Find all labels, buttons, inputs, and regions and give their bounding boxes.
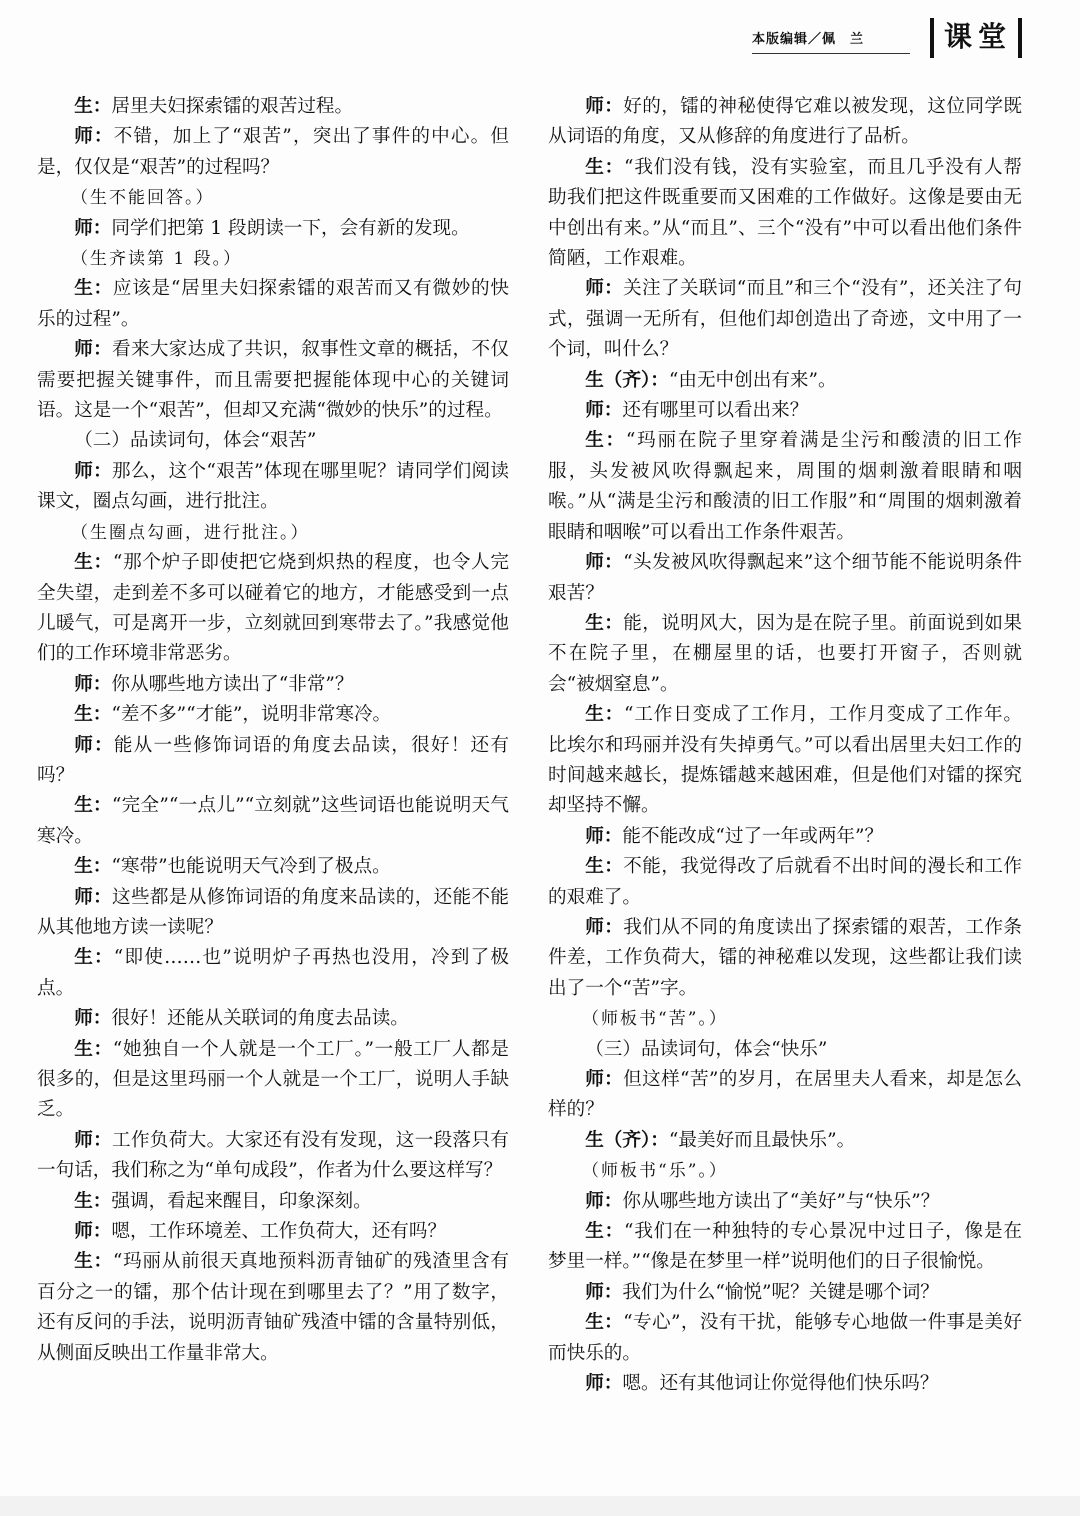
dialogue-paragraph xyxy=(548,609,1022,700)
page-header xyxy=(0,14,1080,58)
stage-note: （师板书“苦”。） xyxy=(582,1009,728,1030)
section-title: 课堂 xyxy=(930,18,1022,58)
dialogue-text: 居里夫妇探索镭的艰苦过程。 xyxy=(111,96,354,117)
dialogue-text: 能，说明风大，因为是在院子里。前面说到如果不在院子里，在棚屋里的话，也要打开窗子，否则就会“被烟窒息”。 xyxy=(548,612,1022,695)
dialogue-text: “那个炉子即使把它烧到炽热的程度，也令人完全失望，走到差不多可以碰着它的地方，才能感受到一点儿暖气，可是离开一步，立刻就回到寒带去了。”我感觉他们的工作环境非常恶劣。 xyxy=(37,552,509,665)
speaker-label: 生： xyxy=(74,1038,113,1060)
dialogue-text: 能从一些修饰词语的角度去品读，很好！还有吗？ xyxy=(37,734,509,786)
speaker-label: 师： xyxy=(585,400,623,422)
dialogue-paragraph xyxy=(37,852,509,882)
dialogue-paragraph xyxy=(548,1369,1022,1399)
speaker-label: 师： xyxy=(585,825,623,847)
speaker-label: 生： xyxy=(74,1251,113,1273)
dialogue-text: 看来大家达成了共识，叙事性文章的概括，不仅需要把握关键事件，而且需要把握能体现中心的关键词语。这是一个“艰苦”，但却又充满“微妙的快乐”的过程。 xyxy=(37,339,509,422)
speaker-label: 生： xyxy=(74,856,112,878)
speaker-label: 生： xyxy=(585,430,626,452)
speaker-label: 师： xyxy=(585,1281,623,1303)
dialogue-text: “工作日变成了工作月，工作月变成了工作年。比埃尔和玛丽并没有失掉勇气。”可以看出居里夫妇工作的时间越来越长，提炼镭越来越困难，但是他们对镭的探究却坚持不懈。 xyxy=(548,704,1022,817)
dialogue-paragraph xyxy=(548,822,1022,852)
dialogue-text: 不能，我觉得改了后就看不出时间的漫长和工作的艰难了。 xyxy=(548,856,1022,908)
dialogue-text: “寒带”也能说明天气冷到了极点。 xyxy=(111,856,391,878)
dialogue-text: 那么，这个“艰苦”体现在哪里呢？请同学们阅读课文，圈点勾画，进行批注。 xyxy=(37,460,509,513)
speaker-label: 师： xyxy=(74,1008,112,1030)
speaker-label: 师： xyxy=(74,217,112,239)
dialogue-text: “即使……也”说明炉子再热也没用，冷到了极点。 xyxy=(37,947,509,999)
speaker-label: 生： xyxy=(585,704,625,726)
dialogue-paragraph xyxy=(37,1035,509,1126)
speaker-label: 生（齐）： xyxy=(585,369,669,391)
dialogue-text: “我们没有钱，没有实验室，而且几乎没有人帮助我们把这件既重要而又困难的工作做好。这像是要由无中创出有来。”从“而且”、三个“没有”中可以看出他们条件简陋，工作艰难。 xyxy=(548,156,1022,270)
dialogue-paragraph xyxy=(37,791,509,852)
dialogue-paragraph xyxy=(548,396,1022,426)
dialogue-paragraph xyxy=(37,943,509,1004)
speaker-label: 生： xyxy=(74,96,112,117)
speaker-label: 生： xyxy=(585,612,624,634)
dialogue-paragraph xyxy=(37,335,509,426)
speaker-label: 师： xyxy=(585,1190,623,1212)
speaker-label: 生： xyxy=(585,856,624,878)
dialogue-text: 应该是“居里夫妇探索镭的艰苦而又有微妙的快乐的过程”。 xyxy=(37,278,509,330)
stage-note: （生不能回答。） xyxy=(71,188,215,209)
dialogue-paragraph xyxy=(37,214,509,244)
left-column xyxy=(37,92,509,1369)
dialogue-paragraph xyxy=(548,1187,1022,1217)
dialogue-text: “她独自一个人就是一个工厂。”一般工厂人都是很多的，但是这里玛丽一个人就是一个工厂，说明人手缺乏。 xyxy=(37,1038,509,1121)
speaker-label: 生： xyxy=(74,704,112,726)
dialogue-text: 好的，镭的神秘使得它难以被发现，这位同学既从词语的角度，又从修辞的角度进行了品析。 xyxy=(548,96,1022,148)
speaker-label: 生： xyxy=(585,1312,624,1334)
dialogue-text: “最美好而且最快乐”。 xyxy=(668,1129,856,1151)
dialogue-paragraph xyxy=(37,274,509,335)
dialogue-text: 嗯，工作环境差、工作负荷大，还有吗？ xyxy=(111,1221,447,1243)
dialogue-text: 嗯。还有其他词让你觉得他们快乐吗？ xyxy=(622,1373,939,1395)
speaker-label: 师： xyxy=(585,96,624,117)
dialogue-text: 你从哪些地方读出了“美好”与“快乐”？ xyxy=(622,1190,940,1212)
speaker-label: 师： xyxy=(74,673,112,695)
speaker-label: 师： xyxy=(585,278,624,300)
speaker-label: 师： xyxy=(74,734,114,756)
section-heading: （二）品读词句，体会“艰苦” xyxy=(74,430,317,452)
dialogue-text: 我们从不同的角度读出了探索镭的艰苦，工作条件差，工作负荷大，镭的神秘难以发现，这些都让我们读出了一个“苦”字。 xyxy=(548,916,1022,999)
dialogue-text: 同学们把第 1 段朗读一下，会有新的发现。 xyxy=(111,217,470,239)
speaker-label: 师： xyxy=(74,339,113,361)
dialogue-paragraph xyxy=(37,1126,509,1187)
dialogue-paragraph xyxy=(37,122,509,183)
dialogue-paragraph xyxy=(548,1308,1022,1369)
dialogue-text: 但这样“苦”的岁月，在居里夫人看来，却是怎么样的？ xyxy=(548,1069,1022,1121)
speaker-label: 师： xyxy=(74,1221,112,1243)
dialogue-paragraph xyxy=(548,548,1022,609)
dialogue-paragraph xyxy=(37,548,509,670)
dialogue-text: “玛丽从前很天真地预料沥青铀矿的残渣里含有百分之一的镭，那个估计现在到哪里去了？”用了数字，还有反问的手法，说明沥青铀矿残渣中镭的含量特别低，从侧面反映出工作量非常大。 xyxy=(37,1251,509,1364)
dialogue-paragraph xyxy=(37,731,509,792)
dialogue-text: “由无中创出有来”。 xyxy=(668,369,837,391)
dialogue-paragraph xyxy=(37,457,509,518)
speaker-label: 生： xyxy=(74,278,113,300)
dialogue-text: 不错，加上了“艰苦”，突出了事件的中心。但是，仅仅是“艰苦”的过程吗？ xyxy=(37,126,509,178)
speaker-label: 师： xyxy=(74,1129,113,1151)
dialogue-paragraph xyxy=(37,700,509,730)
dialogue-paragraph xyxy=(548,913,1022,1004)
dialogue-paragraph xyxy=(548,153,1022,275)
right-column xyxy=(548,92,1022,1399)
section-heading: （三）品读词句，体会“快乐” xyxy=(585,1038,828,1060)
speaker-label: 生： xyxy=(74,552,113,574)
dialogue-text: 很好！还能从关联词的角度去品读。 xyxy=(111,1008,409,1030)
dialogue-paragraph xyxy=(548,1278,1022,1308)
dialogue-paragraph xyxy=(548,700,1022,822)
speaker-label: 生： xyxy=(585,156,625,178)
dialogue-text: 关注了关联词“而且”和三个“没有”，还关注了句式，强调一无所有，但他们却创造出了奇迹，文中用了一个词，叫什么？ xyxy=(548,278,1022,361)
dialogue-paragraph xyxy=(37,670,509,700)
dialogue-paragraph xyxy=(548,1217,1022,1278)
editor-credit: 本版编辑／佩 兰 xyxy=(752,28,910,54)
dialogue-text: 工作负荷大。大家还有没有发现，这一段落只有一句话，我们称之为“单句成段”，作者为什么要这样写？ xyxy=(37,1129,509,1182)
dialogue-text: “完全”“一点儿”“立刻就”这些词语也能说明天气寒冷。 xyxy=(37,795,509,847)
dialogue-paragraph xyxy=(37,1004,509,1034)
dialogue-text: 能不能改成“过了一年或两年”？ xyxy=(622,825,884,847)
dialogue-paragraph xyxy=(548,852,1022,913)
dialogue-paragraph xyxy=(548,426,1022,548)
dialogue-paragraph xyxy=(548,366,1022,396)
stage-note: （师板书“乐”。） xyxy=(582,1161,728,1182)
speaker-label: 师： xyxy=(585,1069,624,1090)
dialogue-text: 这些都是从修饰词语的角度来品读的，还能不能从其他地方读一读呢？ xyxy=(37,886,509,938)
dialogue-text: 强调，看起来醒目，印象深刻。 xyxy=(111,1190,372,1212)
dialogue-paragraph xyxy=(548,274,1022,365)
speaker-label: 师： xyxy=(74,886,113,908)
dialogue-text: 我们为什么“愉悦”呢？关键是哪个词？ xyxy=(622,1281,939,1303)
stage-note: （生齐读第 1 段。） xyxy=(71,249,243,270)
dialogue-text: “玛丽在院子里穿着满是尘污和酸渍的旧工作服，头发被风吹得飘起来，周围的烟刺激着眼睛和咽喉。”从“满是尘污和酸渍的旧工作服”和“周围的烟刺激着眼睛和咽喉”可以看出工作条件艰苦。 xyxy=(548,430,1022,543)
dialogue-paragraph xyxy=(37,1247,509,1369)
dialogue-text: “头发被风吹得飘起来”这个细节能不能说明条件艰苦？ xyxy=(548,552,1022,604)
dialogue-text: “专心”，没有干扰，能够专心地做一件事是美好而快乐的。 xyxy=(548,1312,1022,1364)
speaker-label: 生： xyxy=(74,795,112,817)
speaker-label: 生： xyxy=(74,1190,112,1212)
speaker-label: 师： xyxy=(74,460,112,482)
dialogue-paragraph xyxy=(548,1065,1022,1126)
speaker-label: 生（齐）： xyxy=(585,1129,669,1151)
dialogue-text: 你从哪些地方读出了“非常”？ xyxy=(111,673,354,695)
dialogue-text: 还有哪里可以看出来？ xyxy=(622,400,809,422)
dialogue-paragraph xyxy=(37,1217,509,1247)
dialogue-paragraph xyxy=(37,1187,509,1217)
speaker-label: 师： xyxy=(585,916,624,938)
dialogue-paragraph xyxy=(548,92,1022,153)
dialogue-text: “我们在一种独特的专心景况中过日子，像是在梦里一样。”“像是在梦里一样”说明他们的日子很愉悦。 xyxy=(548,1221,1022,1273)
dialogue-paragraph xyxy=(548,1126,1022,1156)
page-bottom-edge xyxy=(0,1496,1080,1516)
speaker-label: 生： xyxy=(74,947,114,969)
speaker-label: 生： xyxy=(585,1221,625,1243)
dialogue-paragraph xyxy=(37,92,509,122)
stage-note: （生圈点勾画，进行批注。） xyxy=(71,522,310,543)
speaker-label: 师： xyxy=(74,126,114,148)
speaker-label: 师： xyxy=(585,552,624,574)
dialogue-paragraph xyxy=(37,883,509,944)
speaker-label: 师： xyxy=(585,1373,623,1395)
dialogue-text: “差不多”“才能”，说明非常寒冷。 xyxy=(111,704,392,726)
